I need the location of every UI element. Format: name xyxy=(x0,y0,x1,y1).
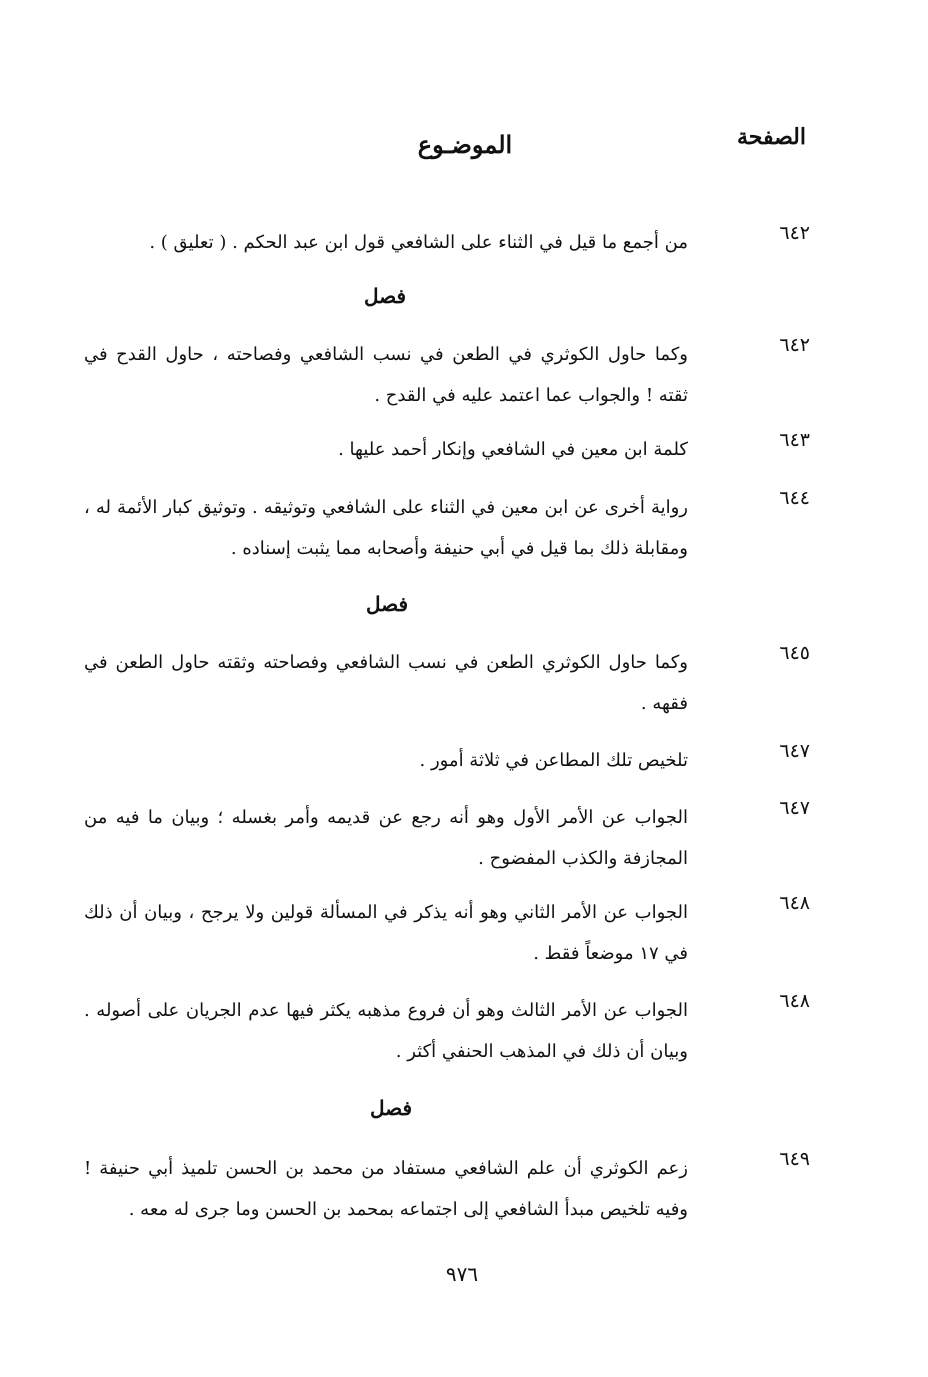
entry-text: الجواب عن الأمر الثاني وهو أنه يذكر في المسألة قولين ولا يرجح ، وبيان أن ذلك في ١٧ موضعاً فقط . xyxy=(84,902,688,964)
entry-page-number: ٦٤٢ xyxy=(779,222,810,244)
entry-page-number: ٦٤٧ xyxy=(779,797,810,819)
entry-page-number: ٦٤٧ xyxy=(779,740,810,762)
entry-text: وكما حاول الكوثري الطعن في نسب الشافعي وفصاحته وثقته حاول الطعن في فقهه . xyxy=(84,652,688,714)
entry-text: تلخيص تلك المطاعن في ثلاثة أمور . xyxy=(419,750,688,771)
entry-page-number: ٦٤٣ xyxy=(779,429,810,451)
section-heading: فصل xyxy=(363,284,407,308)
entry-page-number: ٦٤٩ xyxy=(779,1148,810,1170)
entry-page-number: ٦٤٤ xyxy=(779,487,810,509)
section-heading: فصل xyxy=(369,1096,413,1120)
entry-text: وكما حاول الكوثري في الطعن في نسب الشافعي وفصاحته ، حاول القدح في ثقته ! والجواب عما اعتمد عليه في القدح . xyxy=(84,344,688,406)
entry-text: من أجمع ما قيل في الثناء على الشافعي قول ابن عبد الحكم . ( تعليق ) . xyxy=(149,232,688,253)
entry-page-number: ٦٤٥ xyxy=(779,642,810,664)
topic-column-header: الموضـوع xyxy=(417,130,513,159)
section-heading: فصل xyxy=(365,592,409,616)
entry-page-number: ٦٤٨ xyxy=(779,892,810,914)
entry-text: كلمة ابن معين في الشافعي وإنكار أحمد عليها . xyxy=(338,439,688,460)
entry-text: زعم الكوثري أن علم الشافعي مستفاد من محمد بن الحسن تلميذ أبي حنيفة ! وفيه تلخيص مبدأ الشافعي إلى اجتماعه بمحمد بن الحسن وما جرى له معه . xyxy=(84,1158,688,1220)
entry-page-number: ٦٤٨ xyxy=(779,990,810,1012)
entry-page-number: ٦٤٢ xyxy=(779,334,810,356)
footer-page-number: ٩٧٦ xyxy=(445,1262,479,1286)
page-column-header: الصفحة xyxy=(736,124,806,150)
entry-text: الجواب عن الأمر الأول وهو أنه رجع عن قديمه وأمر بغسله ؛ وبيان ما فيه من المجازفة والكذب المفضوح . xyxy=(84,807,688,869)
entry-text: رواية أخرى عن ابن معين في الثناء على الشافعي وتوثيقه . وتوثيق كبار الأئمة له ، ومقابلة ذلك بما قيل في أبي حنيفة وأصحابه مما يثبت إسناده . xyxy=(84,497,688,559)
entry-text: الجواب عن الأمر الثالث وهو أن فروع مذهبه يكثر فيها عدم الجريان على أصوله . وبيان أن ذلك في المذهب الحنفي أكثر . xyxy=(84,1000,688,1062)
